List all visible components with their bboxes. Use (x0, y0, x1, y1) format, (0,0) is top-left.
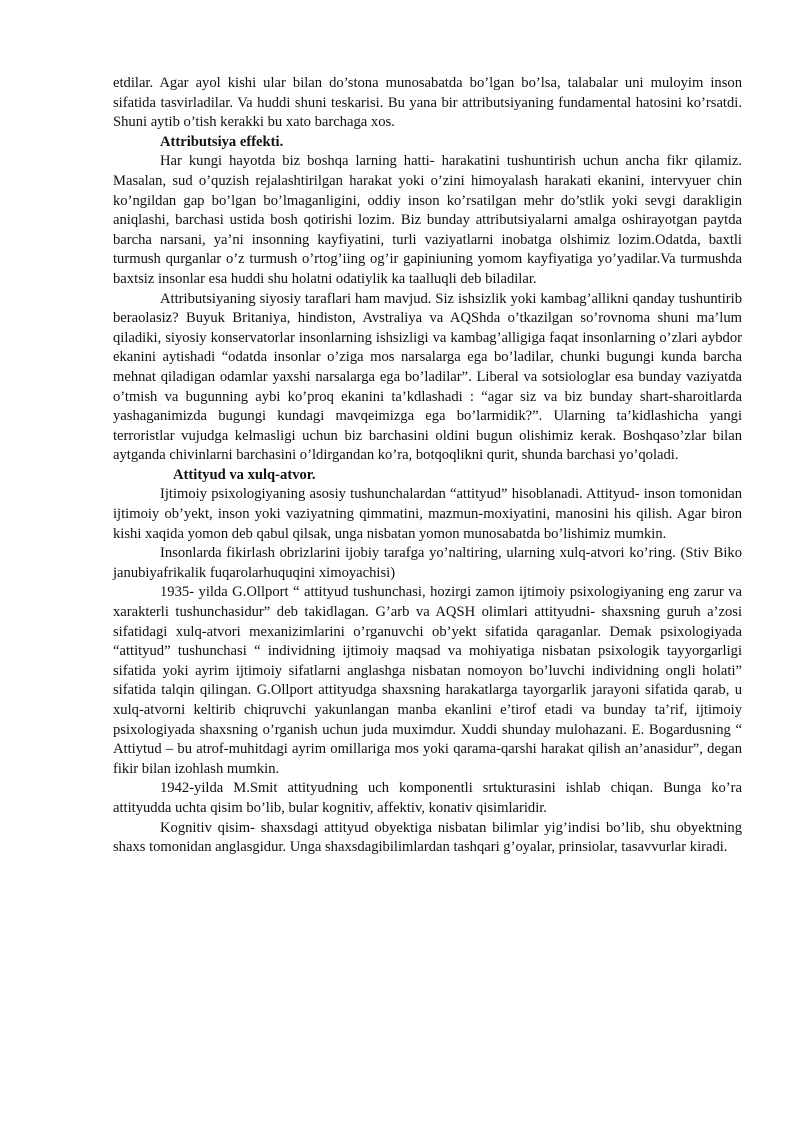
paragraph-attitude-2: Insonlarda fikirlash obrizlarini ijobiy tarafga yo’naltiring, ularning xulq-atvori ko’ring. (Stiv Biko janubiyafrikalik fuqarolarhuquqini ximoyachisi) (113, 545, 742, 581)
document-page (113, 74, 742, 858)
section-heading-attribution: Attributsiya effekti. (160, 133, 284, 150)
section-heading-attitude: Attityud va xulq-atvor. (173, 466, 316, 483)
paragraph-attitude-3: 1935- yilda G.Ollport “ attityud tushunchasi, hozirgi zamon ijtimoiy psixologiyaning eng zarur va xarakterli tushunchasidur” deb takidlagan. G’arb va AQSH olimlari attityudni- shaxsning guruh a’zosi sifatidagi xulq-atvori mexanizimlarini o’rganuvchi ob’yekt sifatida qaraganlar. Demak psixologiyada “attityud” tushunchasi “ individning ijtimoiy maqsad va mohiyatiga nisbatan psixologik tayyorgarligi sifatida yoki ayrim ijtimoiy sifatlarni anglashga nisbatan nomoyon bo’luvchi individning ongli holati” sifatida talqin qilingan. G.Ollport attityudga shaxsning harakatlarga tayorgarlik jarayoni sifatida qarab, u xulq-atvorni keltirib chiqruvchi yakunlangan manba ekanlini e’tirof etadi va bunday ta’rif, ijtimoiy psixologiyada shaxsning o’rganish uchun juda muximdur. Xuddi shunday mulohazani. E. Bogardusning “ Attiytud – bu atrof-muhitdagi ayrim omillariga mos yoki qarama-qarshi harakat qilish an’anasidur”, degan fikir bilan izohlash mumkin. (113, 584, 742, 777)
paragraph-attitude-5: Kognitiv qisim- shaxsdagi attityud obyektiga nisbatan bilimlar yig’indisi bo’lib, shu obyektning shaxs tomonidan anglasgidur. Unga shaxsdagibilimlardan tashqari g’oyalar, prinsiolar, tasavvurlar kiradi. (113, 819, 742, 856)
paragraph-attribution-1: Har kungi hayotda biz boshqa larning hatti- harakatini tushuntirish uchun ancha fikr qilamiz. Masalan, sud o’quzish rejalashtirilgan harakat yoki o’zini himoyalash harakati ekanini, intervyuer chin ko’ngildan gap bo’lgan bo’lmaganligini, oddiy inson ko’rsatilgan mehr do’stlik yoki sevgi darakligin aniqlashi, barchasi ustida bosh qotirishi lozim. Biz bunday attributsiyalarni amalga oshirayotgan paytda barcha narsani, ya’ni insonning kayfiyatini, turli vaziyatlarni inobatga olshimiz lozim.Odatda, baxtli turmush qurganlar o’z turmush o’rtog’iing og’ir gapiniuning yomom kayfiyatiga yo’yadilar.Va turmushda baxtsiz insonlar esa huddi shu holatni odatiylik ka taalluqli deb biladilar. (113, 153, 742, 287)
paragraph-attribution-2: Attributsiyaning siyosiy taraflari ham mavjud. Siz ishsizlik yoki kambag’allikni qanday tushuntirib beraolasiz? Buyuk Britaniya, hindiston, Avstraliya va AQShda o’tkazilgan so’rovnoma shuni ma’lum qiladiki, siyosiy konservatorlar insonlarning ishsizligi va kambag’alligiga faqat insonlarning o’zlari aybdor ekanini aytishadi “odatda insonlar o’ziga mos narsalarga ega bo’ladilar, chunki bugungi kunda barcha mehnat qiladigan odamlar yaxshi narsalarga ega bo’ladilar”. Liberal va sotsiologlar esa bunday vaziyatda o’tmish va bugunning aybi ko’proq ekanini ta’kdlashadi : “agar siz va biz bunday shart-sharoitlarda yashaganimizda bugungi kundagi mavqeimizga ega bo’larmidik?”. Ularning ta’kidlashicha yangi terroristlar vujudga kelmasligi uchun biz barchasini oldini bugun olishimiz kerak. Boshqaso’zlar bilan aytganda chivinlarni barchasini o’ldirgandan ko’ra, botqoqlikni qurit, shunda barchasi yo’qoladi. (113, 290, 742, 464)
paragraph-intro: etdilar. Agar ayol kishi ular bilan do’stona munosabatda bo’lgan bo’lsa, talabalar uni muloyim inson sifatida tasvirladilar. Va huddi shuni teskarisi. Bu yana bir attributsiyaning fundamental hatosini ko’rsatdi. Shuni aytib o’tish kerakki bu xato barchaga xos. (113, 75, 742, 131)
paragraph-attitude-4: 1942-yilda M.Smit attityudning uch komponentli srtukturasini ishlab chiqan. Bunga ko’ra attityudda uchta qisim bo’lib, bular kognitiv, affektiv, konativ qisimlaridir. (113, 780, 742, 816)
paragraph-attitude-1: Ijtimoiy psixologiyaning asosiy tushunchalardan “attityud” hisoblanadi. Attityud- inson tomonidan ijtimoiy ob’yekt, inson yoki vaziyatning qimmatini, mazmun-moxiyatini, manosini his qilish. Agar biron kishi xaqida yomon deb qabul qilsak, unga nisbatan yomon munosabatda bo’lishimiz mumkin. (113, 486, 742, 542)
